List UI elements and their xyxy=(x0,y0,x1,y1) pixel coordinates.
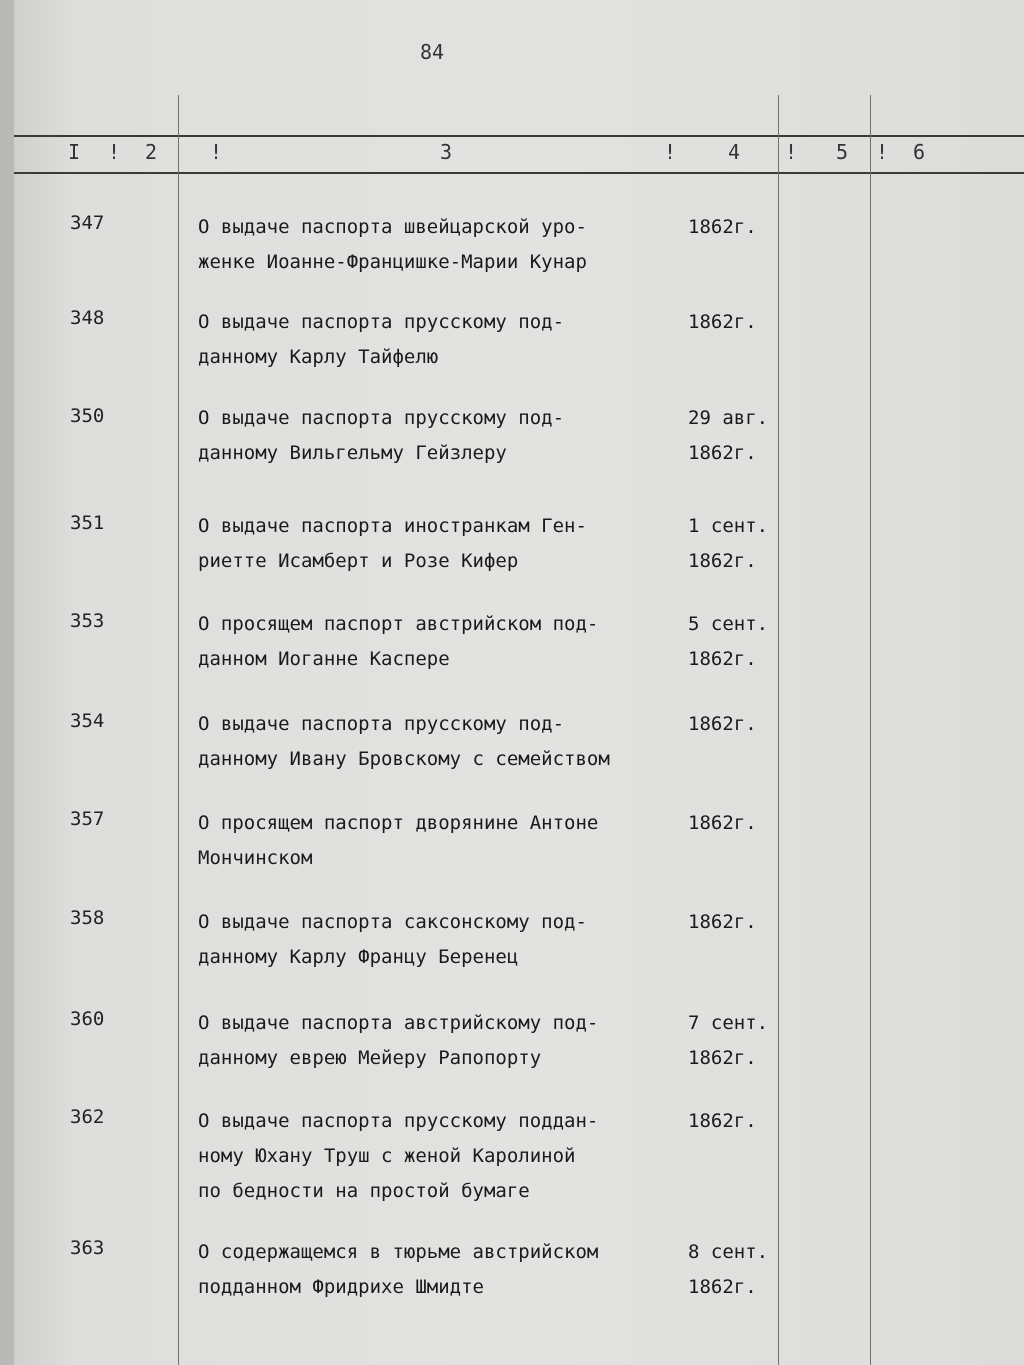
record-number: 363 xyxy=(70,1237,105,1259)
record-title: О содержащемся в тюрьме австрийском подданном Фридрихе Шмидте xyxy=(198,1241,599,1298)
record-title: О просящем паспорт дворянине Антоне Мончинском xyxy=(198,812,599,869)
column-header-5: 5 xyxy=(836,140,849,164)
record-date: 7 сент. 1862г. xyxy=(688,1012,769,1069)
column-separator: ! xyxy=(210,140,223,164)
column-separator: ! xyxy=(785,140,798,164)
record-number: 362 xyxy=(70,1106,105,1128)
page-number: 84 xyxy=(420,40,445,64)
record-date: 1862г. xyxy=(688,812,757,834)
column-header-1: I xyxy=(68,140,81,164)
column-divider xyxy=(178,95,179,1365)
record-title: О просящем паспорт австрийском под- данном Иоганне Каспере xyxy=(198,613,599,670)
record-title: О выдаче паспорта прусскому под- данному Карлу Тайфелю xyxy=(198,311,565,368)
header-top-rule xyxy=(14,135,1024,137)
column-header-4: 4 xyxy=(728,140,741,164)
column-header-6: 6 xyxy=(913,140,926,164)
record-date: 1 сент. 1862г. xyxy=(688,515,769,572)
record-date: 1862г. xyxy=(688,911,757,933)
record-title: О выдаче паспорта прусскому под- данному Вильгельму Гейзлеру xyxy=(198,407,565,464)
record-number: 353 xyxy=(70,610,105,632)
book-binding xyxy=(0,0,15,1365)
column-header-2: 2 xyxy=(145,140,158,164)
record-date: 5 сент. 1862г. xyxy=(688,613,769,670)
record-title: О выдаче паспорта саксонскому под- данному Карлу Францу Беренец xyxy=(198,911,587,968)
record-title: О выдаче паспорта швейцарской уро- женке Иоанне-Францишке-Марии Кунар xyxy=(198,216,587,273)
column-header-3: 3 xyxy=(440,140,453,164)
record-number: 350 xyxy=(70,405,105,427)
record-number: 358 xyxy=(70,907,105,929)
record-date: 1862г. xyxy=(688,311,757,333)
column-separator: ! xyxy=(664,140,677,164)
record-number: 347 xyxy=(70,212,105,234)
record-number: 348 xyxy=(70,307,105,329)
record-number: 360 xyxy=(70,1008,105,1030)
record-date: 8 сент. 1862г. xyxy=(688,1241,769,1298)
record-title: О выдаче паспорта прусскому поддан- ному Юхану Труш с женой Каролиной по бедности на простой бумаге xyxy=(198,1110,599,1202)
record-number: 357 xyxy=(70,808,105,830)
column-separator: ! xyxy=(108,140,121,164)
record-date: 1862г. xyxy=(688,1110,757,1132)
record-number: 354 xyxy=(70,710,105,732)
record-number: 351 xyxy=(70,512,105,534)
header-bottom-rule xyxy=(14,172,1024,174)
record-title: О выдаче паспорта иностранкам Ген- риетте Исамберт и Розе Кифер xyxy=(198,515,587,572)
record-title: О выдаче паспорта прусскому под- данному Ивану Бровскому с семейством xyxy=(198,713,610,770)
column-divider xyxy=(778,95,779,1365)
record-date: 1862г. xyxy=(688,713,757,735)
record-date: 29 авг. 1862г. xyxy=(688,407,769,464)
column-divider xyxy=(870,95,871,1365)
record-title: О выдаче паспорта австрийскому под- данному еврею Мейеру Рапопорту xyxy=(198,1012,599,1069)
record-date: 1862г. xyxy=(688,216,757,238)
column-separator: ! xyxy=(876,140,889,164)
